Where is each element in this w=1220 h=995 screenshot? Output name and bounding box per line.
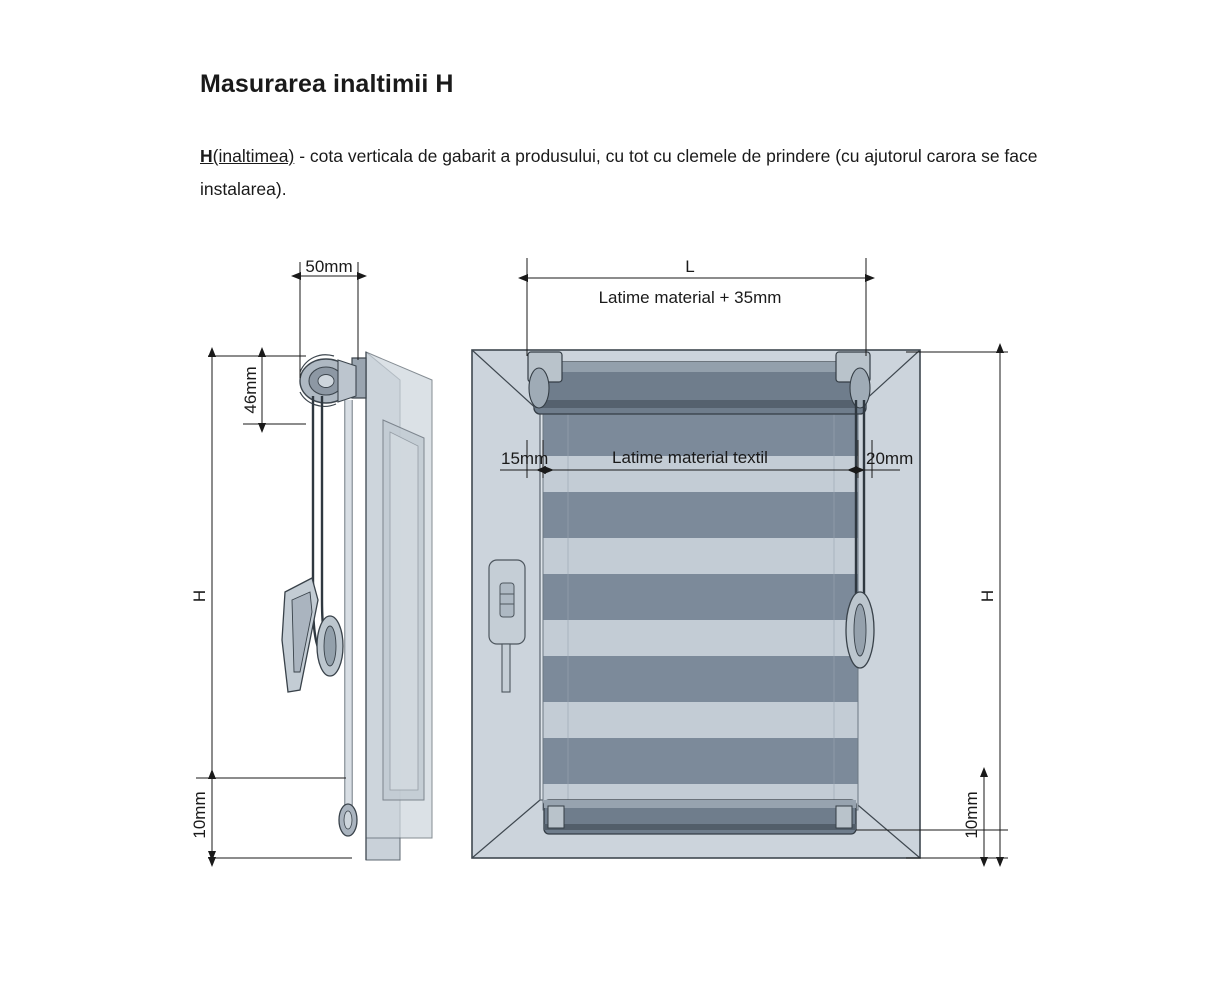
dimension-front-H: [906, 352, 1008, 858]
label-front-10mm: 10mm: [962, 791, 981, 839]
dimension-width-L: [527, 257, 866, 356]
side-roller-head: [300, 355, 366, 407]
side-view: [190, 257, 432, 860]
dimension-bracket-46mm: [241, 356, 306, 424]
intro-term: H: [200, 146, 213, 166]
label-left-offset-15mm: 15mm: [501, 449, 549, 468]
label-right-offset-20mm: 20mm: [866, 449, 914, 468]
side-fabric-run: [282, 396, 357, 836]
page-title: Masurarea inaltimii H: [200, 70, 454, 98]
front-bottom-rail: [544, 800, 856, 834]
side-window-frame: [366, 352, 432, 860]
label-depth-50mm: 50mm: [305, 257, 353, 276]
intro-term-parenthetical: (inaltimea): [212, 146, 295, 166]
intro-rest: - cota verticala de gabarit a produsului, cu tot cu clemele de prindere (cu ajutorul carora se face instalarea).: [200, 146, 1038, 199]
label-fabric-width: Latime material textil: [612, 448, 768, 467]
dimension-side-10mm: [190, 778, 346, 852]
front-view: [472, 257, 1008, 858]
label-front-H: H: [978, 589, 997, 603]
label-width-note: Latime material + 35mm: [598, 288, 782, 307]
label-width-L: L: [685, 257, 695, 276]
label-side-H: H: [190, 589, 209, 603]
label-side-10mm: 10mm: [190, 791, 209, 839]
label-bracket-46mm: 46mm: [241, 366, 260, 414]
dimension-side-H: [190, 356, 352, 858]
